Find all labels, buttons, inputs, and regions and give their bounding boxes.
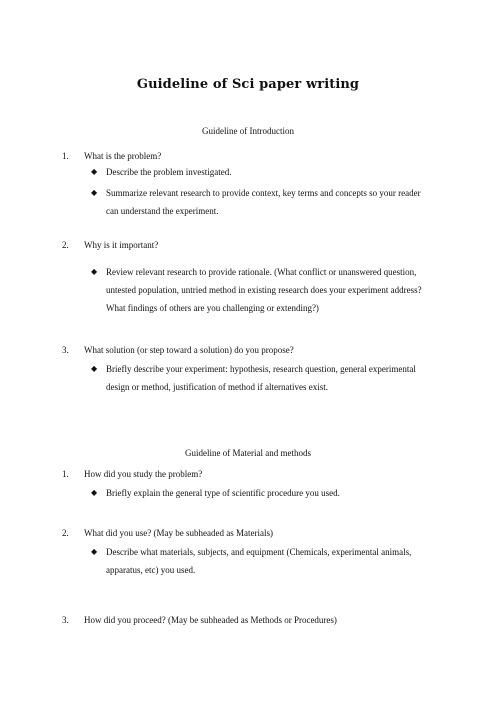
question-text: Why is it important? xyxy=(84,240,159,250)
question-text: How did you proceed? (May be subheaded as Methods or Procedures) xyxy=(84,615,337,625)
diamond-bullet-icon: ◆ xyxy=(91,267,98,276)
bullet-item xyxy=(91,484,431,502)
bullet-item xyxy=(91,543,431,579)
question-text: What solution (or step toward a solution) do you propose? xyxy=(84,345,294,355)
question-item xyxy=(62,469,202,479)
question-text: What did you use? (May be subheaded as Materials) xyxy=(84,528,273,538)
diamond-bullet-icon: ◆ xyxy=(91,167,98,176)
bullet-text: Review relevant research to provide rationale. (What conflict or unanswered question, untested population, untried method in existing research does your experiment address? What findings of others are you challenging or extending?) xyxy=(106,267,422,313)
bullet-item xyxy=(91,360,431,396)
question-item xyxy=(62,345,294,355)
question-number: 3. xyxy=(62,615,69,625)
question-number: 1. xyxy=(62,151,69,161)
diamond-bullet-icon: ◆ xyxy=(91,488,98,497)
section-heading-material-and-methods: Guideline of Material and methods xyxy=(185,448,311,458)
question-number: 2. xyxy=(62,528,69,538)
bullet-text: Summarize relevant research to provide context, key terms and concepts so your reader can understand the experiment. xyxy=(106,188,421,216)
bullet-item xyxy=(91,184,431,220)
diamond-bullet-icon: ◆ xyxy=(91,364,98,373)
bullet-text: Describe what materials, subjects, and equipment (Chemicals, experimental animals, apparatus, etc) you used. xyxy=(106,547,412,575)
question-number: 2. xyxy=(62,240,69,250)
bullet-text: Briefly describe your experiment: hypothesis, research question, general experimental design or method, justification of method if alternatives exist. xyxy=(106,364,416,392)
bullet-item xyxy=(91,263,431,317)
bullet-item xyxy=(91,163,431,181)
question-item xyxy=(62,240,158,250)
document-title: Guideline of Sci paper writing xyxy=(136,77,360,92)
question-text: How did you study the problem? xyxy=(84,469,203,479)
question-item xyxy=(62,615,337,625)
diamond-bullet-icon: ◆ xyxy=(91,547,98,556)
question-item xyxy=(62,528,273,538)
question-number: 1. xyxy=(62,469,69,479)
bullet-text: Briefly explain the general type of scientific procedure you used. xyxy=(106,488,340,498)
question-item xyxy=(62,151,161,161)
bullet-text: Describe the problem investigated. xyxy=(106,167,232,177)
diamond-bullet-icon: ◆ xyxy=(91,188,98,197)
question-text: What is the problem? xyxy=(84,151,162,161)
section-heading-introduction: Guideline of Introduction xyxy=(202,126,294,136)
question-number: 3. xyxy=(62,345,69,355)
